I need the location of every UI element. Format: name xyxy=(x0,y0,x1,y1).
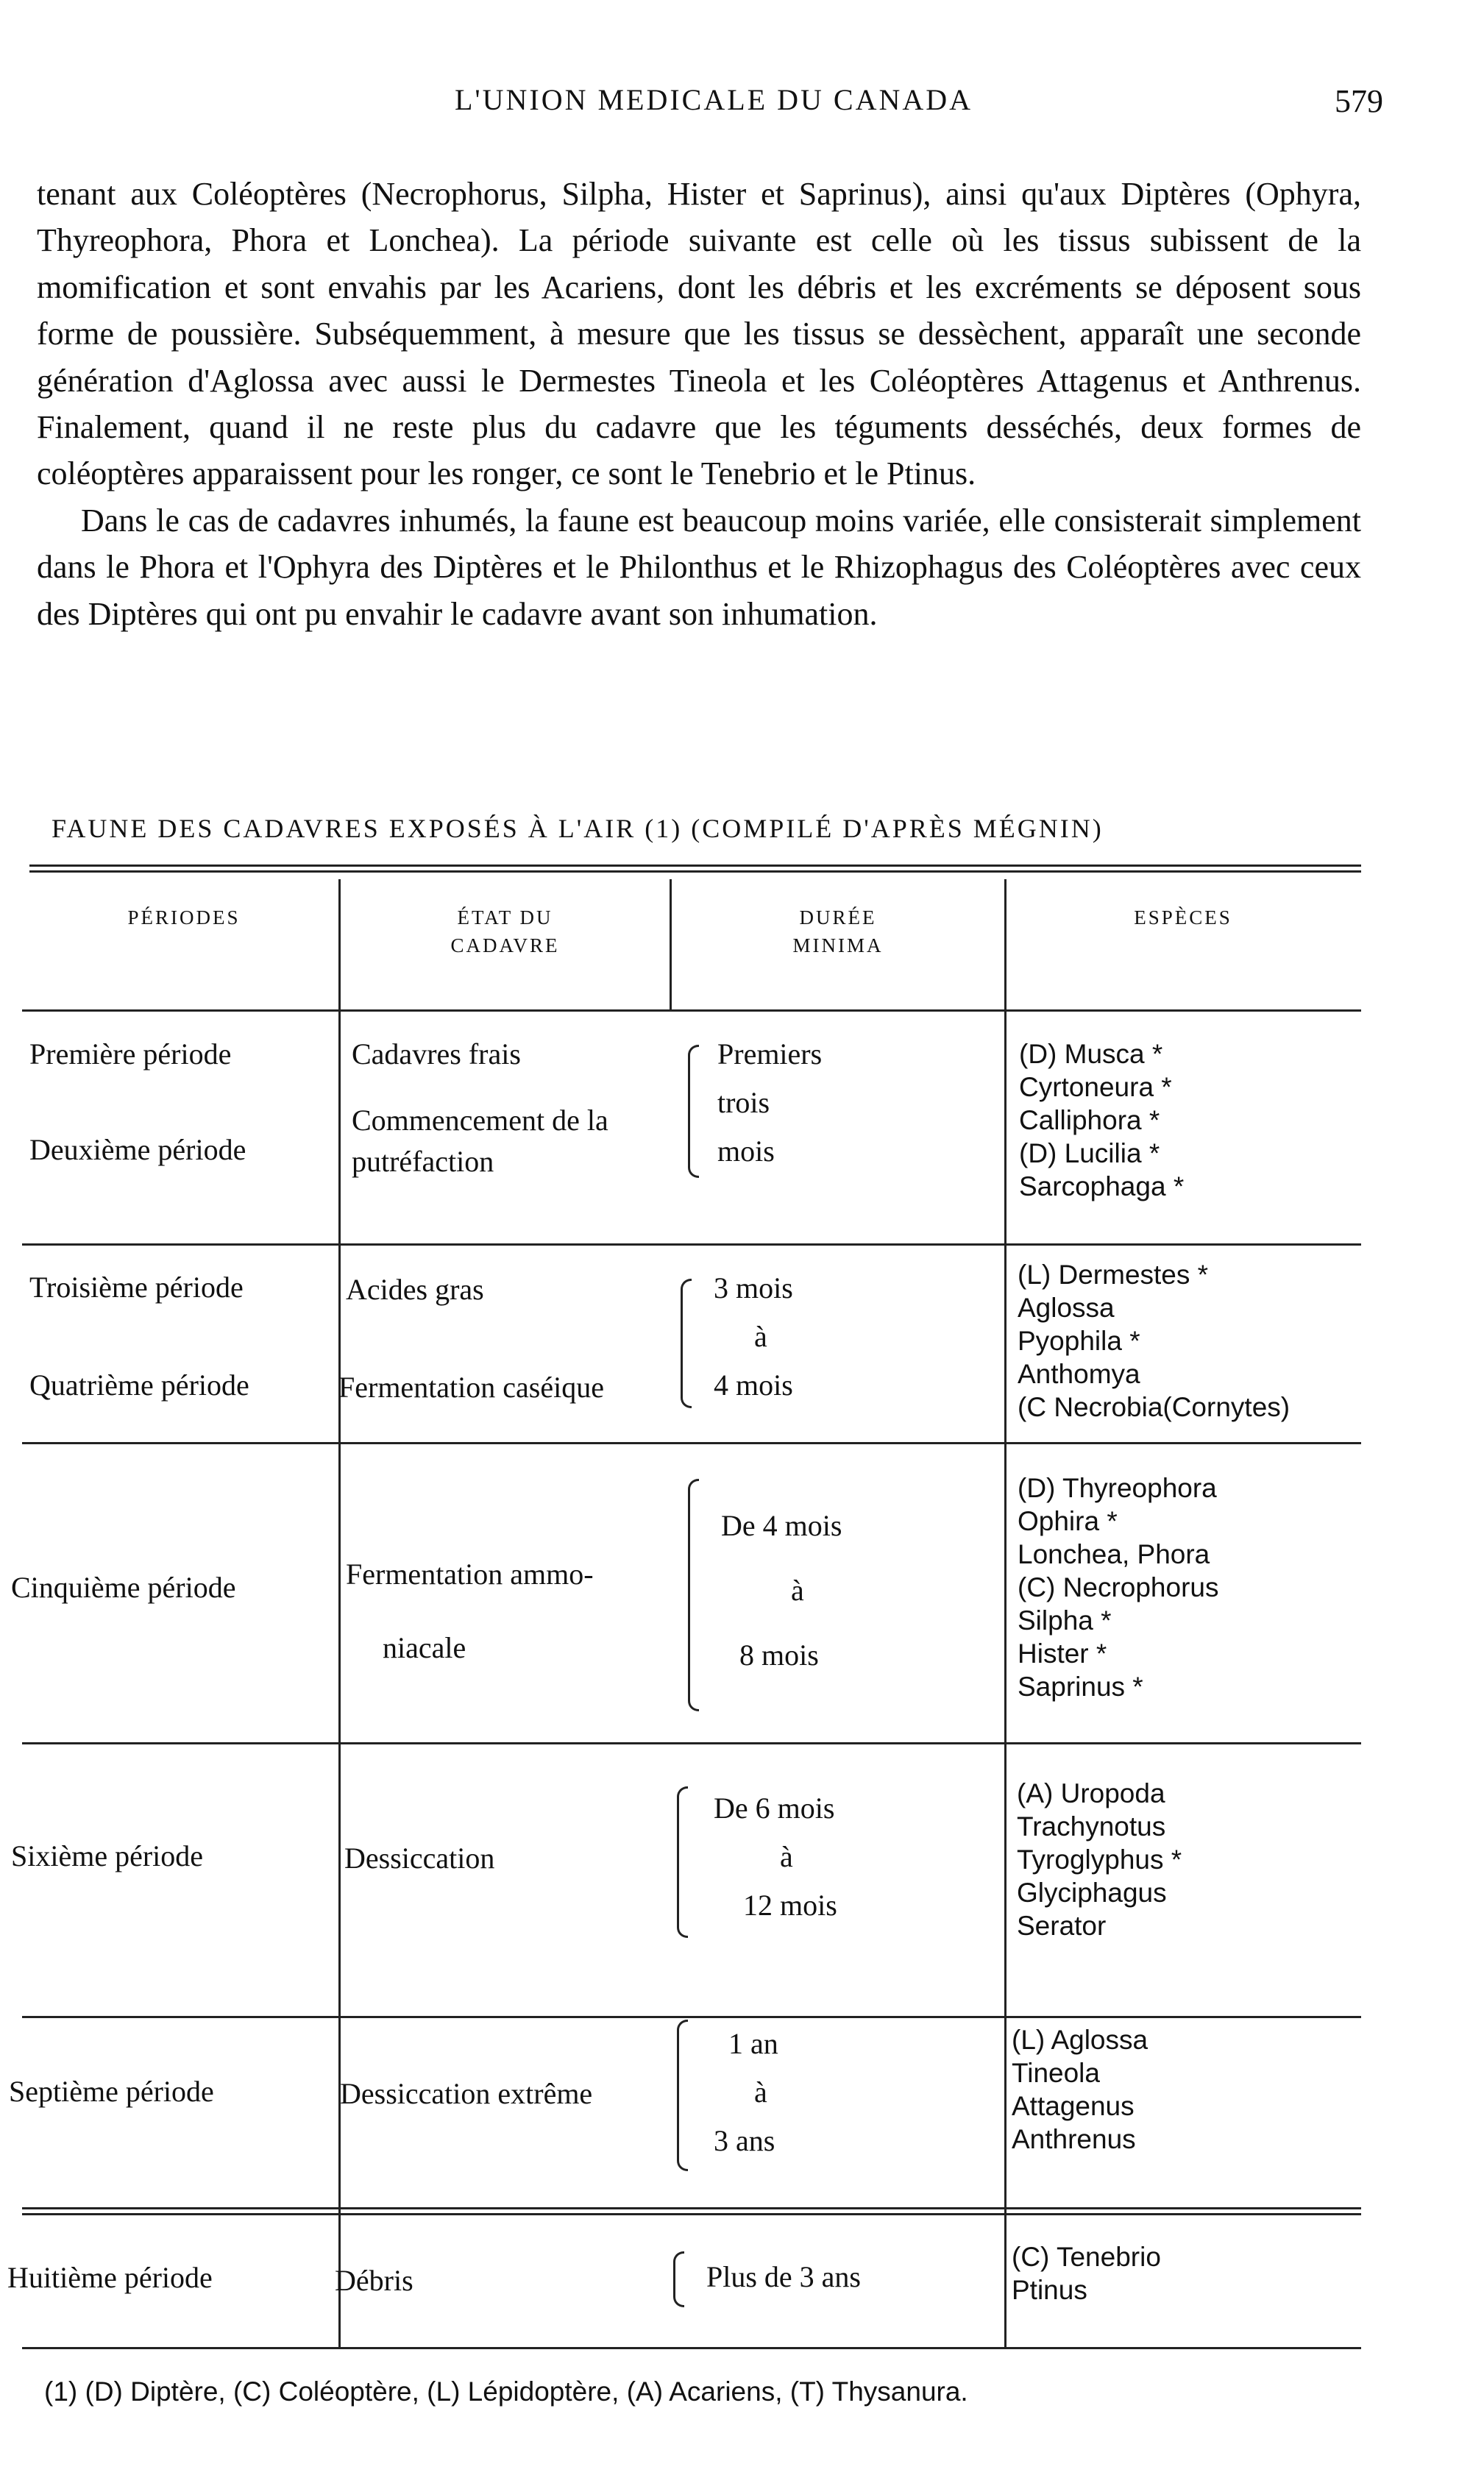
duration-line: 4 mois xyxy=(714,1368,793,1402)
species-item: Tineola xyxy=(1012,2058,1100,2088)
state-label: Dessiccation extrême xyxy=(340,2077,593,2110)
row-rule xyxy=(22,2016,1361,2018)
header-duree xyxy=(672,903,1004,959)
state-label: Commencement de la putréfaction xyxy=(352,1104,608,1178)
duration-line: 3 mois xyxy=(714,1271,793,1304)
state-label: Débris xyxy=(335,2264,413,2297)
state-line: Fermentation ammo- xyxy=(346,1558,594,1591)
duration-line: Premiers xyxy=(717,1037,823,1070)
species-item: Trachynotus xyxy=(1017,1811,1166,1842)
brace xyxy=(677,2020,688,2171)
header-duree-line2: MINIMA xyxy=(792,934,884,956)
species-item: (D) Lucilia * xyxy=(1019,1138,1160,1168)
species-item: (D) Thyreophora xyxy=(1018,1473,1217,1503)
species-item: Anthrenus xyxy=(1012,2124,1136,2154)
brace xyxy=(688,1045,699,1178)
species-list xyxy=(1019,1037,1184,1203)
species-item: Glyciphagus xyxy=(1017,1878,1167,1908)
state-label: Fermentation caséique xyxy=(338,1371,604,1404)
period-label: Quatrième période xyxy=(29,1368,249,1402)
state-label: Acides gras xyxy=(346,1273,484,1306)
page-number: 579 xyxy=(1335,83,1383,119)
brace xyxy=(688,1479,699,1711)
species-item: Sarcophaga * xyxy=(1019,1171,1185,1201)
period-label: Deuxième période xyxy=(29,1133,246,1166)
species-item: (C) Tenebrio xyxy=(1012,2242,1161,2272)
species-item: Cyrtoneura * xyxy=(1019,1072,1172,1102)
header-etat xyxy=(341,903,670,959)
brace xyxy=(673,2251,684,2307)
species-item: Hister * xyxy=(1018,1638,1107,1669)
table-bottom-rule xyxy=(22,2347,1361,2349)
table-top-rule xyxy=(29,864,1361,867)
species-item: Calliphora * xyxy=(1019,1105,1160,1135)
period-label: Cinquième période xyxy=(11,1571,236,1604)
duration-line: à xyxy=(754,2076,767,2109)
species-item: Saprinus * xyxy=(1018,1672,1143,1702)
period-label: Sixième période xyxy=(11,1839,204,1872)
period-label: Septième période xyxy=(9,2075,214,2108)
running-title: L'UNION MEDICALE DU CANADA xyxy=(454,83,973,116)
species-item: Lonchea, Phora xyxy=(1018,1539,1210,1569)
period-label: Huitième période xyxy=(7,2261,213,2294)
column-separator xyxy=(338,879,341,2347)
duration-line: trois xyxy=(717,1086,770,1119)
header-periodes: PÉRIODES xyxy=(127,906,241,929)
header-etat-line1: ÉTAT DU xyxy=(457,906,553,929)
paragraph-1: tenant aux Coléoptères (Necrophorus, Silpha, Hister et Saprinus), ainsi qu'aux Diptères (Ophyra, Thyreophora, Phora et Lonchea). La période suivante est celle où les tissus subissent de la momification et sont envahis par les Acariens, dont les débris et les excréments se déposent sous forme de poussière. Subséquemment, à mesure que les tissus se dessèchent, apparaît une seconde génération d'Aglossa avec aussi le Dermestes Tineola et les Coléoptères Attagenus et Anthrenus. Finalement, quand il ne reste plus du cadavre que les téguments desséchés, deux formes de coléoptères apparaissent pour les ronger, ce sont le Tenebrio et le Ptinus. xyxy=(37,176,1361,492)
header-etat-line2: CADAVRE xyxy=(450,934,560,956)
species-item: (D) Musca * xyxy=(1019,1039,1163,1069)
row-rule xyxy=(22,2207,1361,2209)
duration-line: 8 mois xyxy=(739,1638,819,1672)
table-top-rule-2 xyxy=(29,870,1361,873)
table-header-rule xyxy=(22,1009,1361,1012)
species-item: (A) Uropoda xyxy=(1017,1778,1165,1808)
duration-line xyxy=(717,1030,822,1176)
table-footnote: (1) (D) Diptère, (C) Coléoptère, (L) Lépidoptère, (A) Acariens, (T) Thysanura. xyxy=(44,2376,968,2407)
species-item: Anthomya xyxy=(1018,1359,1140,1389)
row-rule xyxy=(22,1442,1361,1444)
state-label: Dessiccation xyxy=(344,1842,495,1875)
species-item: Attagenus xyxy=(1012,2091,1135,2121)
species-item: (L) Aglossa xyxy=(1012,2025,1148,2055)
header-duree-line1: DURÉE xyxy=(799,906,877,929)
brace xyxy=(681,1279,692,1408)
species-item: (C) Necrophorus xyxy=(1018,1572,1219,1602)
species-item: Silpha * xyxy=(1018,1605,1112,1636)
duration-line: 3 ans xyxy=(714,2124,775,2157)
duration-line: De 6 mois xyxy=(714,1792,835,1825)
state-label xyxy=(346,1538,662,1685)
species-list xyxy=(1018,1471,1218,1703)
period-label: Troisième période xyxy=(29,1271,244,1304)
state-label: Cadavres frais xyxy=(352,1037,521,1070)
period-label: Première période xyxy=(29,1037,232,1070)
brace xyxy=(677,1786,688,1938)
duration-line: mois xyxy=(717,1135,775,1168)
species-item: Ophira * xyxy=(1018,1506,1118,1536)
species-item: (C Necrobia(Cornytes) xyxy=(1018,1392,1290,1422)
column-separator xyxy=(1004,879,1007,2347)
row-rule xyxy=(22,1742,1361,1744)
species-item: Aglossa xyxy=(1018,1293,1115,1323)
duration-line: à xyxy=(791,1574,804,1607)
species-list xyxy=(1012,2240,1161,2307)
header-especes: ESPÈCES xyxy=(1134,906,1232,929)
duration-line: 12 mois xyxy=(743,1889,837,1922)
duration-line xyxy=(721,1494,842,1688)
species-item: Ptinus xyxy=(1012,2275,1087,2305)
species-list xyxy=(1012,2023,1148,2156)
species-item: Serator xyxy=(1017,1911,1107,1941)
duration-line xyxy=(714,2020,778,2165)
species-list xyxy=(1017,1777,1182,1942)
paragraph-2: Dans le cas de cadavres inhumés, la faune est beaucoup moins variée, elle consisterait simplement dans le Phora et l'Ophyra des Diptères et le Philonthus et le Rhizophagus des Coléoptères avec ceux des Diptères qui ont pu envahir le cadavre avant son inhumation. xyxy=(37,502,1361,632)
species-item: (L) Dermestes * xyxy=(1018,1260,1209,1290)
species-item: Tyroglyphus * xyxy=(1017,1844,1182,1875)
duration-line xyxy=(714,1264,793,1410)
duration-line: 1 an xyxy=(728,2027,778,2060)
duration-line: De 4 mois xyxy=(721,1509,842,1542)
body-text xyxy=(37,171,1361,637)
row-rule xyxy=(22,1243,1361,1246)
row-rule xyxy=(22,2213,1361,2215)
page-header xyxy=(44,82,1383,127)
duration-line: Plus de 3 ans xyxy=(706,2260,861,2293)
species-item: Pyophila * xyxy=(1018,1326,1140,1356)
duration-line xyxy=(714,1784,837,1930)
table-title: FAUNE DES CADAVRES EXPOSÉS À L'AIR (1) (COMPILÉ D'APRÈS MÉGNIN) xyxy=(52,814,1104,843)
state-line: niacale xyxy=(383,1631,466,1664)
duration-line: à xyxy=(780,1840,793,1873)
species-list xyxy=(1018,1258,1290,1424)
duration-line: à xyxy=(754,1320,767,1353)
